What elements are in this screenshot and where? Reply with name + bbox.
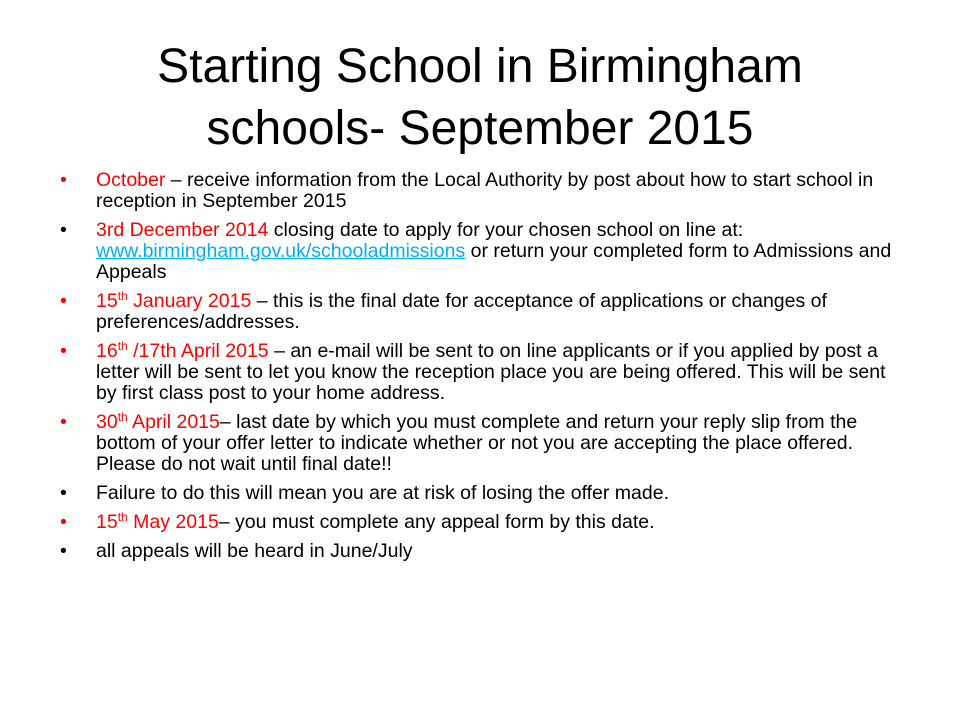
date-ordinal: th (117, 510, 128, 524)
bullet-item-failure (60, 483, 910, 504)
date-number: 16 (96, 340, 118, 362)
bullet-item-april-reply (60, 412, 910, 475)
bullet-item-october (60, 170, 910, 212)
date-number: 15 (96, 290, 118, 312)
bullet-text: – you must complete any appeal form by this date. (218, 511, 655, 533)
bullet-dot: • (60, 340, 67, 362)
date-rest: May 2015 (127, 511, 219, 533)
bullet-text: – this is the final date for acceptance of applications or changes of preferences/addresses. (96, 290, 827, 333)
bullet-text: – an e-mail will be sent to on line applicants or if you applied by post a letter will be sent to let you know the reception place you are being offered. This will be sent by first class post to your home address. (96, 340, 886, 404)
bullet-date (96, 290, 251, 312)
school-admissions-link[interactable]: www.birmingham.gov.uk/schooladmissions (96, 240, 466, 262)
bullet-date (96, 511, 219, 533)
bullet-text: all appeals will be heard in June/July (96, 540, 413, 562)
date-number: 15 (96, 511, 118, 533)
bullet-date: October (96, 169, 166, 191)
bullet-item-appeals (60, 541, 910, 562)
bullet-dot: • (60, 511, 67, 533)
slide-title (80, 36, 880, 160)
bullet-date: 3rd December 2014 (96, 219, 269, 241)
date-rest: April 2015 (127, 411, 220, 433)
bullet-dot: • (60, 482, 67, 504)
bullet-text: Failure to do this will mean you are at risk of losing the offer made. (96, 482, 670, 504)
date-rest: January 2015 (127, 290, 252, 312)
date-ordinal: th (117, 339, 128, 353)
bullet-dot: • (60, 411, 67, 433)
bullet-dot: • (60, 290, 67, 312)
bullet-item-january (60, 291, 910, 333)
bullet-dot: • (60, 169, 67, 191)
title-line-1: Starting School in Birmingham (157, 40, 803, 93)
bullet-dot: • (60, 540, 67, 562)
date-number: 30 (96, 411, 118, 433)
bullet-item-april-offer (60, 341, 910, 404)
date-rest: /17th April 2015 (127, 340, 269, 362)
bullet-item-may (60, 512, 910, 533)
bullet-dot: • (60, 219, 67, 241)
bullet-text: or return your completed form to Admissions and Appeals (96, 240, 892, 283)
bullet-date (96, 340, 269, 362)
date-ordinal: th (117, 410, 128, 424)
bullet-text: – last date by which you must complete and return your reply slip from the bottom of your offer letter to indicate whether or not you are accepting the place offered. Please do not wait until final date!! (96, 411, 858, 475)
bullet-item-december (60, 220, 910, 283)
title-line-2: schools- September 2015 (206, 102, 754, 155)
date-ordinal: th (117, 289, 128, 303)
bullet-text: closing date to apply for your chosen school on line at: (268, 219, 744, 241)
bullet-list (60, 170, 910, 570)
bullet-text: – receive information from the Local Authority by post about how to start school in reception in September 2015 (96, 169, 874, 212)
bullet-date (96, 411, 220, 433)
